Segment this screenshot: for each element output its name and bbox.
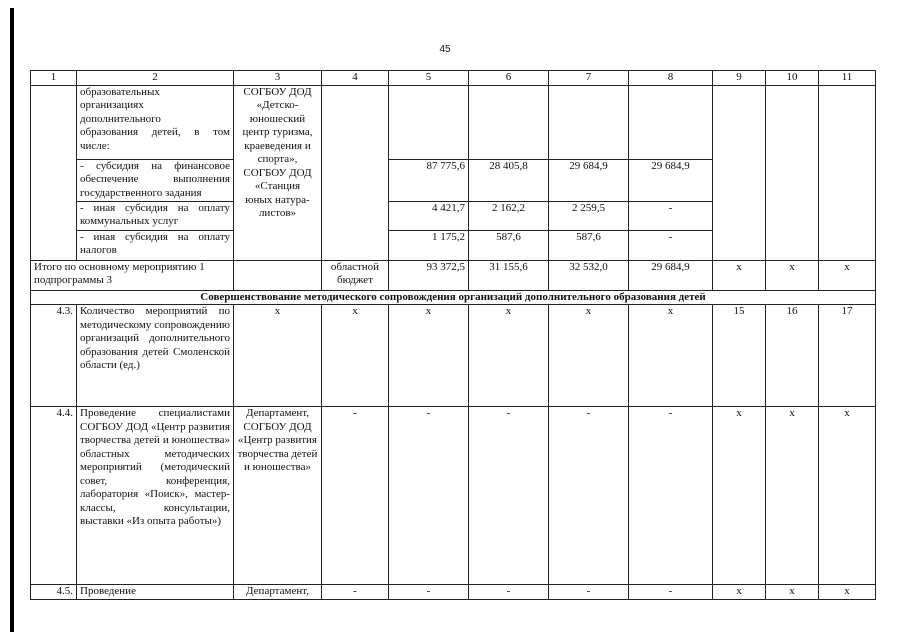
value-cell: 587,6 <box>549 230 629 260</box>
row-executor: х <box>234 305 322 407</box>
row-value: - <box>469 585 549 600</box>
total-source: областной бюджет <box>322 260 389 290</box>
row-executor: Департамент, СОГБОУ ДОД «Центр развития творчества детей и юношества» <box>234 407 322 585</box>
row-name: Проведение специалистами СОГБОУ ДОД «Центр развития творчества детей и юношества» областных методических мероприятий (методический совет, конференция, лаборатория «Поиск», мастер-классы, консультации, выставки «Из опыта работы») <box>77 407 234 585</box>
total-value: 31 155,6 <box>469 260 549 290</box>
value-cell: 4 421,7 <box>389 201 469 230</box>
row-value: - <box>389 585 469 600</box>
row-value: - <box>549 407 629 585</box>
row-value: х <box>629 305 713 407</box>
value-cell <box>549 85 629 159</box>
header-cell: 3 <box>234 71 322 86</box>
header-cell: 9 <box>713 71 766 86</box>
header-cell: 8 <box>629 71 713 86</box>
header-cell: 2 <box>77 71 234 86</box>
page-number: 45 <box>439 44 451 55</box>
header-cell: 6 <box>469 71 549 86</box>
table-row <box>31 585 876 600</box>
row-value: - <box>629 585 713 600</box>
header-row <box>31 71 876 86</box>
row-executor: Департамент, <box>234 585 322 600</box>
table-row <box>31 305 876 407</box>
total-row <box>31 260 876 290</box>
table-row <box>31 85 876 159</box>
row-value: 17 <box>819 305 876 407</box>
org-cell: СОГБОУ ДОД «Детско- юношеский центр туризма, краеведения и спорта», СОГБОУ ДОД «Станция юных натура- листов» <box>234 85 322 260</box>
name-cell: - иная субсидия на оплату налогов <box>77 230 234 260</box>
value-cell <box>389 85 469 159</box>
total-value: 29 684,9 <box>629 260 713 290</box>
row-name: Количество мероприятий по методическому сопровождению организаций дополнительного образования детей Смоленской области (ед.) <box>77 305 234 407</box>
total-value: 32 532,0 <box>549 260 629 290</box>
name-cell: - иная субсидия на оплату коммунальных услуг <box>77 201 234 230</box>
value-cell: 87 775,6 <box>389 159 469 201</box>
row-name: Проведение <box>77 585 234 600</box>
value-cell: 29 684,9 <box>629 159 713 201</box>
header-cell: 11 <box>819 71 876 86</box>
section-title-row <box>31 290 876 305</box>
name-cell: - субсидия на финансовое обеспечение выполнения государственного задания <box>77 159 234 201</box>
value-cell: 1 175,2 <box>389 230 469 260</box>
value-cell <box>469 85 549 159</box>
row-value: х <box>713 585 766 600</box>
row-value: - <box>469 407 549 585</box>
value-cell <box>713 85 766 260</box>
value-cell: - <box>629 201 713 230</box>
budget-table <box>30 70 876 600</box>
row-value: х <box>322 305 389 407</box>
table-row <box>31 407 876 585</box>
value-cell <box>766 85 819 260</box>
value-cell: 2 259,5 <box>549 201 629 230</box>
value-cell: 587,6 <box>469 230 549 260</box>
source-cell <box>322 85 389 260</box>
section-title: Совершенствование методического сопровождения организаций дополнительного образования детей <box>31 290 876 305</box>
name-cell: образовательных организациях дополнительного образования детей, в том числе: <box>77 85 234 159</box>
row-value: - <box>322 585 389 600</box>
value-cell: 29 684,9 <box>549 159 629 201</box>
row-number: 4.3. <box>31 305 77 407</box>
value-cell <box>629 85 713 159</box>
value-cell: 2 162,2 <box>469 201 549 230</box>
value-cell <box>819 85 876 260</box>
header-cell: 5 <box>389 71 469 86</box>
row-value: х <box>549 305 629 407</box>
value-cell: - <box>629 230 713 260</box>
total-org-cell <box>234 260 322 290</box>
total-value: х <box>766 260 819 290</box>
total-value: х <box>819 260 876 290</box>
row-value: 15 <box>713 305 766 407</box>
total-label: Итого по основному мероприятию 1 подпрограммы 3 <box>31 260 234 290</box>
num-cell <box>31 85 77 260</box>
row-value: - <box>389 407 469 585</box>
row-value: х <box>766 585 819 600</box>
row-value: х <box>713 407 766 585</box>
left-margin-bar <box>10 8 14 632</box>
row-value: х <box>766 407 819 585</box>
header-cell: 7 <box>549 71 629 86</box>
row-value: - <box>629 407 713 585</box>
header-cell: 1 <box>31 71 77 86</box>
row-value: х <box>469 305 549 407</box>
total-value: 93 372,5 <box>389 260 469 290</box>
row-value: х <box>389 305 469 407</box>
row-number: 4.5. <box>31 585 77 600</box>
row-value: 16 <box>766 305 819 407</box>
row-value: - <box>549 585 629 600</box>
row-value: х <box>819 407 876 585</box>
row-number: 4.4. <box>31 407 77 585</box>
total-value: х <box>713 260 766 290</box>
value-cell: 28 405,8 <box>469 159 549 201</box>
row-value: - <box>322 407 389 585</box>
row-value: х <box>819 585 876 600</box>
header-cell: 4 <box>322 71 389 86</box>
header-cell: 10 <box>766 71 819 86</box>
